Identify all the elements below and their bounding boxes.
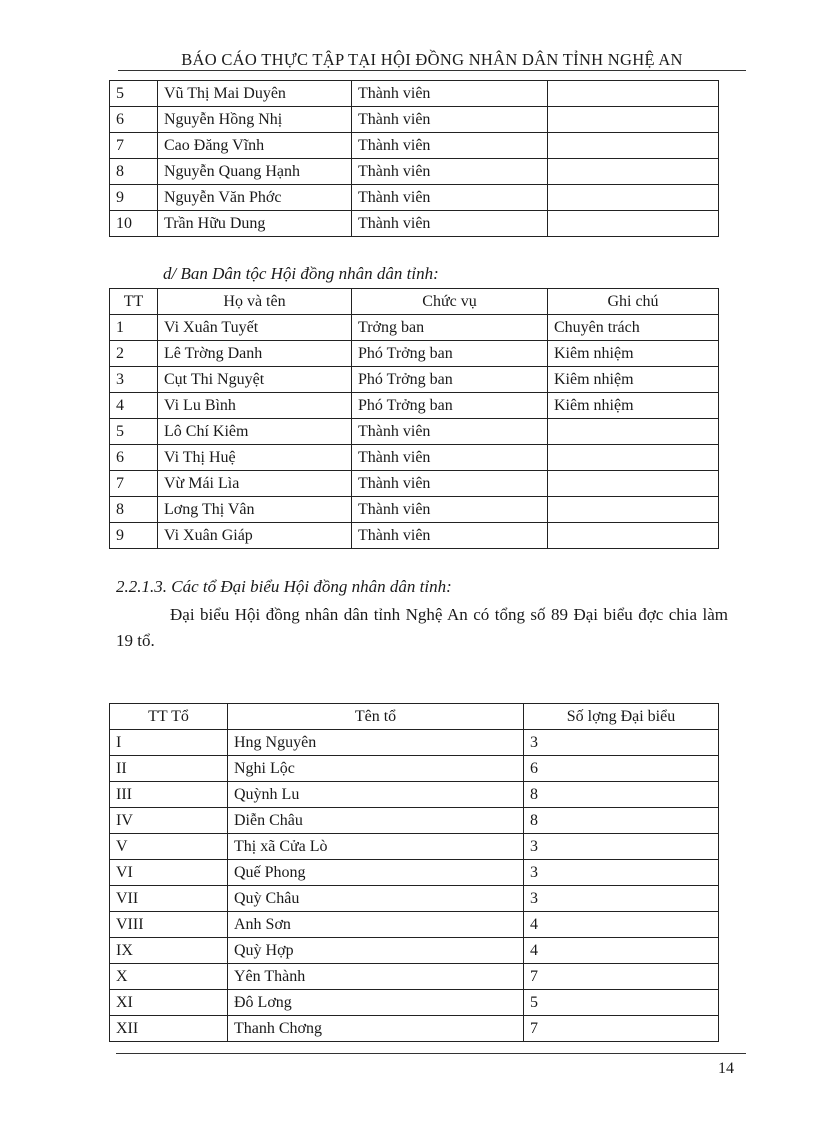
table-cell: Vi Xuân Tuyết	[158, 315, 352, 341]
column-header: Họ và tên	[158, 289, 352, 315]
column-header: TT	[110, 289, 158, 315]
table-cell: Nguyễn Văn Phớc	[158, 185, 352, 211]
table-cell: 9	[110, 523, 158, 549]
table-cell: 8	[524, 808, 719, 834]
table-cell	[548, 497, 719, 523]
paragraph-text: Đại biểu Hội đồng nhân dân tỉnh Nghệ An có tổng số 89 Đại biểu đợc chia làm 19 tổ.	[116, 605, 728, 650]
table-row	[110, 471, 719, 497]
table-cell: X	[110, 964, 228, 990]
table-cell: 3	[110, 367, 158, 393]
table-cell: Thành viên	[352, 81, 548, 107]
table-row	[110, 159, 719, 185]
table-cell: 8	[524, 782, 719, 808]
page-header	[118, 50, 746, 71]
table-row	[110, 912, 719, 938]
table-cell: 3	[524, 834, 719, 860]
table-cell: Thị xã Cửa Lò	[228, 834, 524, 860]
table-cell: IV	[110, 808, 228, 834]
table-cell	[548, 107, 719, 133]
table-row	[110, 964, 719, 990]
table-row	[110, 81, 719, 107]
table-cell: 3	[524, 886, 719, 912]
table-cell: Kiêm nhiệm	[548, 367, 719, 393]
table-cell: Trần Hữu Dung	[158, 211, 352, 237]
table-row	[110, 341, 719, 367]
table-header-row	[110, 289, 719, 315]
table-row	[110, 211, 719, 237]
table-cell: Anh Sơn	[228, 912, 524, 938]
table-cell	[548, 81, 719, 107]
table-row	[110, 808, 719, 834]
table-cell	[548, 185, 719, 211]
table-row	[110, 523, 719, 549]
table-cell: Thành viên	[352, 523, 548, 549]
table-cell: Vừ Mái Lìa	[158, 471, 352, 497]
table-cell	[548, 211, 719, 237]
table-cell	[548, 133, 719, 159]
table-cell: Lê Trờng Danh	[158, 341, 352, 367]
table-row	[110, 886, 719, 912]
table-cell: Lô Chí Kiêm	[158, 419, 352, 445]
column-header: Tên tổ	[228, 704, 524, 730]
page-number: 14	[718, 1060, 734, 1077]
table-row	[110, 107, 719, 133]
column-header: TT Tổ	[110, 704, 228, 730]
table-cell: Quế Phong	[228, 860, 524, 886]
table-cell: 7	[110, 471, 158, 497]
table-row	[110, 445, 719, 471]
table-cell: III	[110, 782, 228, 808]
table-cell: 5	[110, 81, 158, 107]
table-cell: 4	[524, 912, 719, 938]
table-cell: I	[110, 730, 228, 756]
table-cell: Thành viên	[352, 185, 548, 211]
table-cell: Vi Thị Huệ	[158, 445, 352, 471]
table-cell: Nguyễn Hồng Nhị	[158, 107, 352, 133]
table-cell: 1	[110, 315, 158, 341]
table-cell: Quỳnh Lu	[228, 782, 524, 808]
table-cell: VII	[110, 886, 228, 912]
table-row	[110, 497, 719, 523]
table-cell: Nguyễn Quang Hạnh	[158, 159, 352, 185]
table-cell: 3	[524, 860, 719, 886]
table-cell	[548, 471, 719, 497]
table-cell: Chuyên trách	[548, 315, 719, 341]
table-cell: Cao Đăng Vĩnh	[158, 133, 352, 159]
table-cell: Nghi Lộc	[228, 756, 524, 782]
table-cell: Kiêm nhiệm	[548, 393, 719, 419]
section-heading: 2.2.1.3. Các tổ Đại biểu Hội đồng nhân dân tỉnh:	[116, 577, 452, 596]
table-row	[110, 393, 719, 419]
table-cell: Lơng Thị Vân	[158, 497, 352, 523]
table-cell	[548, 419, 719, 445]
ethnic-committee-table	[109, 288, 719, 549]
table-cell: Thành viên	[352, 471, 548, 497]
table-row	[110, 133, 719, 159]
table-cell: VIII	[110, 912, 228, 938]
column-header: Chức vụ	[352, 289, 548, 315]
table-cell: Quỳ Hợp	[228, 938, 524, 964]
footer-divider	[116, 1053, 746, 1054]
table-cell: Vi Lu Bình	[158, 393, 352, 419]
column-header: Số lợng Đại biểu	[524, 704, 719, 730]
table-cell: Phó Trởng ban	[352, 367, 548, 393]
table-row	[110, 782, 719, 808]
table-cell: V	[110, 834, 228, 860]
table-cell: Phó Trởng ban	[352, 393, 548, 419]
table-cell: XI	[110, 990, 228, 1016]
column-header: Ghi chú	[548, 289, 719, 315]
table-cell: Quỳ Châu	[228, 886, 524, 912]
committee-members-table-continued	[109, 80, 719, 237]
table-cell: 10	[110, 211, 158, 237]
table-cell: Thành viên	[352, 445, 548, 471]
table-cell: Thành viên	[352, 211, 548, 237]
ethnic-committee-heading: d/ Ban Dân tộc Hội đồng nhân dân tỉnh:	[163, 264, 439, 283]
table-cell: 5	[110, 419, 158, 445]
table-cell: 5	[524, 990, 719, 1016]
table-header-row	[110, 704, 719, 730]
table-cell: Thành viên	[352, 497, 548, 523]
table-cell: 9	[110, 185, 158, 211]
table-cell: 6	[110, 445, 158, 471]
table-cell: VI	[110, 860, 228, 886]
table-cell	[548, 445, 719, 471]
delegate-groups-table	[109, 703, 719, 1042]
table-cell: Hng Nguyên	[228, 730, 524, 756]
table-cell: 7	[524, 1016, 719, 1042]
table-row	[110, 315, 719, 341]
table-cell: 7	[110, 133, 158, 159]
table-cell: Vũ Thị Mai Duyên	[158, 81, 352, 107]
table-row	[110, 756, 719, 782]
header-title: BÁO CÁO THỰC TẬP TẠI HỘI ĐỒNG NHÂN DÂN TỈNH NGHỆ AN	[181, 50, 683, 69]
table-row	[110, 185, 719, 211]
table-cell: Yên Thành	[228, 964, 524, 990]
table-row	[110, 860, 719, 886]
table-cell: 4	[110, 393, 158, 419]
table-cell: Kiêm nhiệm	[548, 341, 719, 367]
table-row	[110, 834, 719, 860]
table-cell: Thành viên	[352, 133, 548, 159]
table-cell: IX	[110, 938, 228, 964]
table-row	[110, 990, 719, 1016]
table-row	[110, 938, 719, 964]
table-cell: 6	[110, 107, 158, 133]
table-cell: XII	[110, 1016, 228, 1042]
table-cell: Trởng ban	[352, 315, 548, 341]
table-cell: 2	[110, 341, 158, 367]
table-cell: 7	[524, 964, 719, 990]
table-cell: Thành viên	[352, 159, 548, 185]
table-cell: 3	[524, 730, 719, 756]
table-cell: 4	[524, 938, 719, 964]
table-cell: Phó Trởng ban	[352, 341, 548, 367]
table-cell: 8	[110, 497, 158, 523]
table-row	[110, 367, 719, 393]
table-cell: 8	[110, 159, 158, 185]
table-row	[110, 1016, 719, 1042]
table-cell	[548, 523, 719, 549]
table-cell: 6	[524, 756, 719, 782]
table-cell	[548, 159, 719, 185]
table-cell: Thanh Chơng	[228, 1016, 524, 1042]
table-row	[110, 730, 719, 756]
table-cell: Thành viên	[352, 419, 548, 445]
table-cell: Thành viên	[352, 107, 548, 133]
table-cell: Đô Lơng	[228, 990, 524, 1016]
body-paragraph	[116, 602, 728, 654]
table-cell: Vi Xuân Giáp	[158, 523, 352, 549]
table-cell: Diễn Châu	[228, 808, 524, 834]
table-row	[110, 419, 719, 445]
table-cell: Cụt Thi Nguyệt	[158, 367, 352, 393]
table-cell: II	[110, 756, 228, 782]
